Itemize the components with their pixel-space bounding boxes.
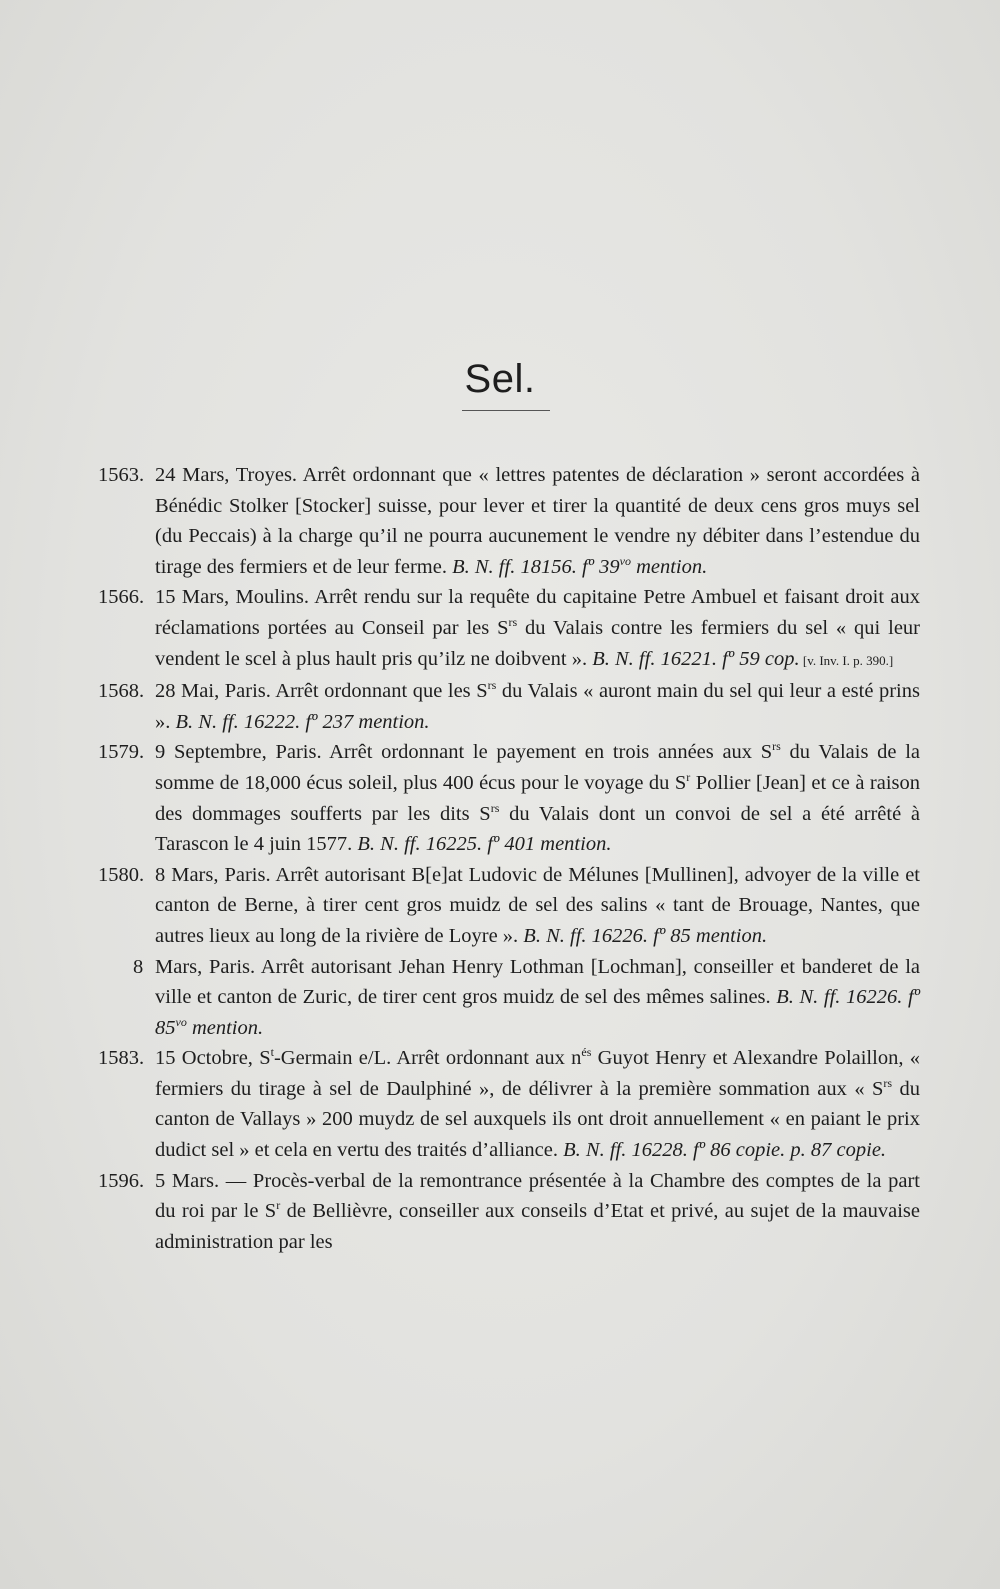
- superscript: rs: [772, 739, 781, 754]
- reference-sup: vo: [619, 553, 631, 568]
- entry-text: du Valais de la somme de 18,000 écus soleil, plus 400 écus pour le voyage du S: [155, 741, 920, 794]
- entry-year: 1580.: [98, 863, 145, 886]
- entry-text: 15 Octobre, S: [155, 1047, 271, 1070]
- superscript: r: [276, 1198, 281, 1213]
- entry-1579: [98, 737, 920, 859]
- entry-year: 1579.: [98, 741, 145, 764]
- superscript: és: [581, 1045, 592, 1060]
- superscript: t: [270, 1045, 274, 1060]
- entry-text: 8 Mars, Paris. Arrêt autorisant B[e]at Ludovic de Mélunes [Mullinen], advoyer de la ville et canton de Berne, à tirer cent gros muidz de sel des salins « tant de Brouage, Nantes, que autres lieux au long de la rivière de Loyre ».: [155, 863, 920, 947]
- entry-year: 1568.: [98, 680, 145, 703]
- entry-text: du canton de Vallays » 200 muydz de sel auxquels ils ont droit annuellement « en paiant le prix dudict sel » et cela en vertu des traités d’alliance.: [155, 1077, 921, 1162]
- entry-reference: B. N. ff. 16222. fº 237 mention.: [175, 710, 430, 733]
- entry-text: 28 Mai, Paris. Arrêt ordonnant que les S: [155, 680, 488, 703]
- entry-day: 8: [133, 955, 144, 978]
- entry-1566: [98, 582, 920, 676]
- entry-text: du Valais contre les fermiers du sel « qui leur vendent le scel à plus hault pris qu’ilz ne doibvent ».: [155, 616, 920, 670]
- entry-text: Pollier [Jean] et ce à raison des dommages soufferts par les dits S: [155, 771, 920, 825]
- page-title: Sel.: [464, 356, 536, 401]
- entry-text: 24 Mars, Troyes. Arrêt ordonnant que « lettres patentes de déclaration » seront accordées à Bénédic Stolker [Stocker] suisse, pour lever et tirer la quantité de deux cens gros muys sel (du Peccais) à la charge qu’il ne pourra aucunement le vendre ny débiter dans l’estendue du tirage des fermiers et de leur ferme.: [155, 464, 920, 578]
- entry-reference: B. N. ff. 16225. fº 401 mention.: [357, 833, 612, 856]
- entry-1583: [98, 1043, 920, 1165]
- entry-text: de Bellièvre, conseiller aux conseils d’Etat et privé, au sujet de la mauvaise administration par les: [155, 1200, 920, 1253]
- entry-text: Mars, Paris. Arrêt autorisant Jehan Henry Lothman [Lochman], conseiller et banderet de la ville et canton de Zuric, de tirer cent gros muidz de sel des mêmes salines.: [155, 955, 920, 1009]
- entry-reference: B. N. ff. 16228. fº 86 copie. p. 87 copie.: [563, 1139, 887, 1162]
- entry-1568: [98, 676, 920, 737]
- entry-text: 5 Mars. — Procès-verbal de la remontrance présentée à la Chambre des comptes de la part du roi par le S: [155, 1169, 920, 1223]
- entry-reference-tail: mention.: [630, 555, 708, 578]
- superscript: rs: [508, 614, 518, 629]
- entry-1563: [98, 460, 920, 582]
- entry-reference: B. N. ff. 16226. fº 85 mention.: [523, 924, 768, 947]
- entry-reference: B. N. ff. 16221. fº 59 cop.: [592, 647, 800, 670]
- entry-text: du Valais « auront main du sel qui leur a esté prins ».: [155, 680, 920, 733]
- entry-reference: B. N. ff. 18156. fº 39: [452, 555, 620, 578]
- inventory-note: [v. Inv. I. p. 390.]: [799, 652, 894, 668]
- entry-text: 9 Septembre, Paris. Arrêt ordonnant le payement en trois années aux S: [155, 741, 773, 764]
- entry-1596: [98, 1166, 920, 1258]
- entry-reference: B. N. ff. 16226. fº 85: [155, 986, 921, 1039]
- entry-year: 1566.: [98, 586, 145, 609]
- entry-text: -Germain e/L. Arrêt ordonnant aux n: [273, 1047, 582, 1070]
- entry-text: Guyot Henry et Alexandre Polaillon, « fermiers du tirage à sel de Daulphiné », de délivrer à la première sommation aux « S: [155, 1047, 920, 1100]
- entry-year: 1563.: [98, 464, 145, 486]
- superscript: rs: [490, 800, 500, 815]
- entry-reference-tail: mention.: [186, 1016, 264, 1039]
- entry-year: 1596.: [98, 1169, 145, 1192]
- title-rule: [462, 410, 550, 411]
- superscript: r: [686, 769, 691, 784]
- superscript: rs: [487, 678, 497, 693]
- show-through-text: [140, 150, 900, 470]
- entry-1580: [98, 860, 920, 952]
- reference-sup: vo: [175, 1014, 187, 1029]
- superscript: rs: [883, 1075, 893, 1090]
- entry-text: 15 Mars, Moulins. Arrêt rendu sur la requête du capitaine Petre Ambuel et faisant droit aux réclamations portées au Conseil par les S: [155, 586, 920, 639]
- entry-list: [98, 460, 920, 1257]
- entry-1580-8-mars: [98, 952, 920, 1044]
- entry-text: du Valais dont un convoi de sel a été arrêté à Tarascon le 4 juin 1577.: [155, 802, 920, 856]
- entry-year: 1583.: [98, 1047, 145, 1070]
